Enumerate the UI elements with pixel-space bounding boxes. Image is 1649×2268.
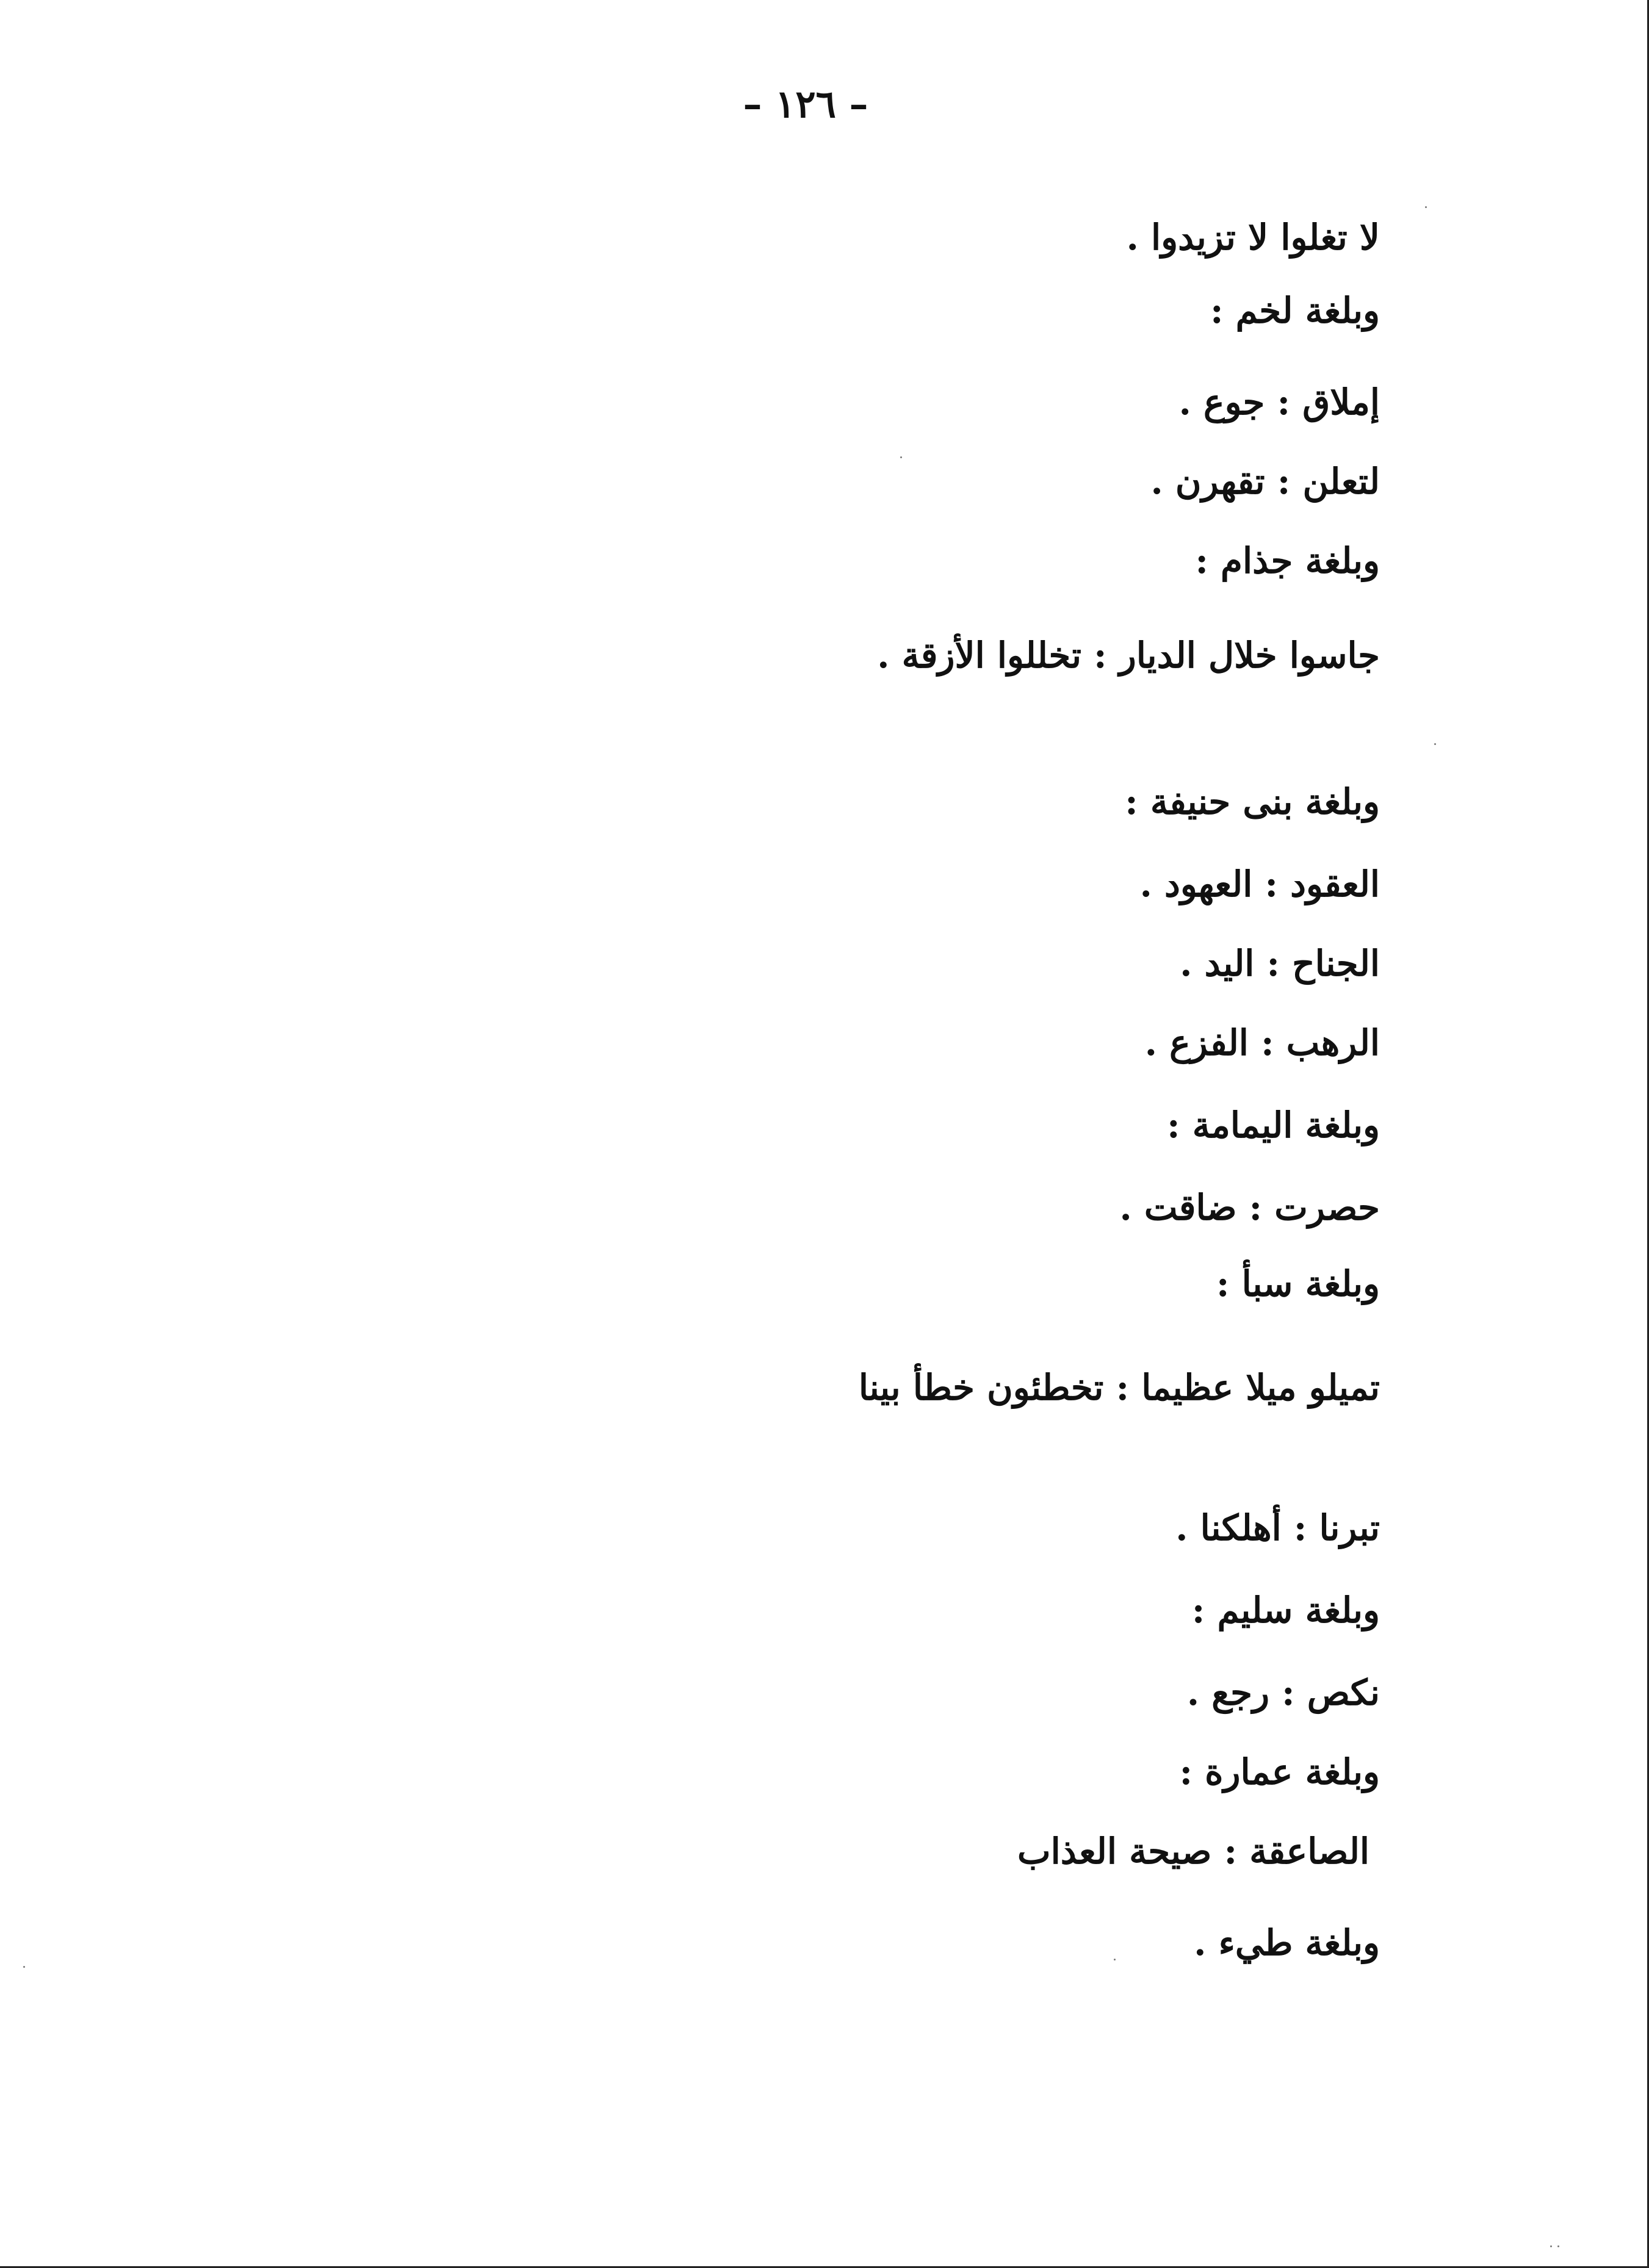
text-line: جاسوا خلال الديار : تخللوا الأزقة .: [877, 635, 1380, 676]
text-line: العقود : العهود .: [1139, 863, 1380, 905]
text-line: تميلو ميلا عظيما : تخطئون خطأ بينا: [858, 1367, 1380, 1408]
page-number: – ١٢٦ –: [743, 82, 868, 126]
scan-speck: [1557, 2245, 1559, 2247]
text-line: إملاق : جوع .: [1178, 381, 1380, 423]
scan-speck: [1425, 206, 1427, 208]
text-line: وبلغة لخم :: [1210, 290, 1380, 331]
text-line: وبلغة جذام :: [1195, 540, 1380, 581]
text-line: وبلغة سليم :: [1191, 1589, 1380, 1631]
text-line: وبلغة اليمامة :: [1167, 1104, 1380, 1146]
text-line: الصاعقة : صيحة العذاب: [1017, 1831, 1369, 1872]
text-line: نكص : رجع .: [1186, 1672, 1380, 1713]
text-line: الجناح : اليد .: [1180, 943, 1380, 984]
scan-speck: [1550, 2245, 1552, 2247]
text-line: الرهب : الفزع .: [1144, 1022, 1380, 1064]
text-line: حصرت : ضاقت .: [1119, 1187, 1380, 1228]
text-line: لا تغلوا لا تزيدوا .: [1126, 217, 1380, 258]
text-line: وبلغة بنى حنيفة :: [1125, 781, 1380, 823]
text-line: لتعلن : تقهرن .: [1150, 461, 1380, 502]
scan-speck: [1114, 1959, 1116, 1960]
text-line: وبلغة عمارة :: [1179, 1751, 1380, 1793]
text-line: وبلغة طيء .: [1194, 1922, 1380, 1964]
text-line: وبلغة سبأ :: [1216, 1263, 1380, 1305]
scan-speck: [900, 456, 902, 458]
scan-speck: [1434, 743, 1436, 745]
scan-speck: [23, 1966, 25, 1968]
text-line: تبرنا : أهلكنا .: [1175, 1507, 1380, 1549]
